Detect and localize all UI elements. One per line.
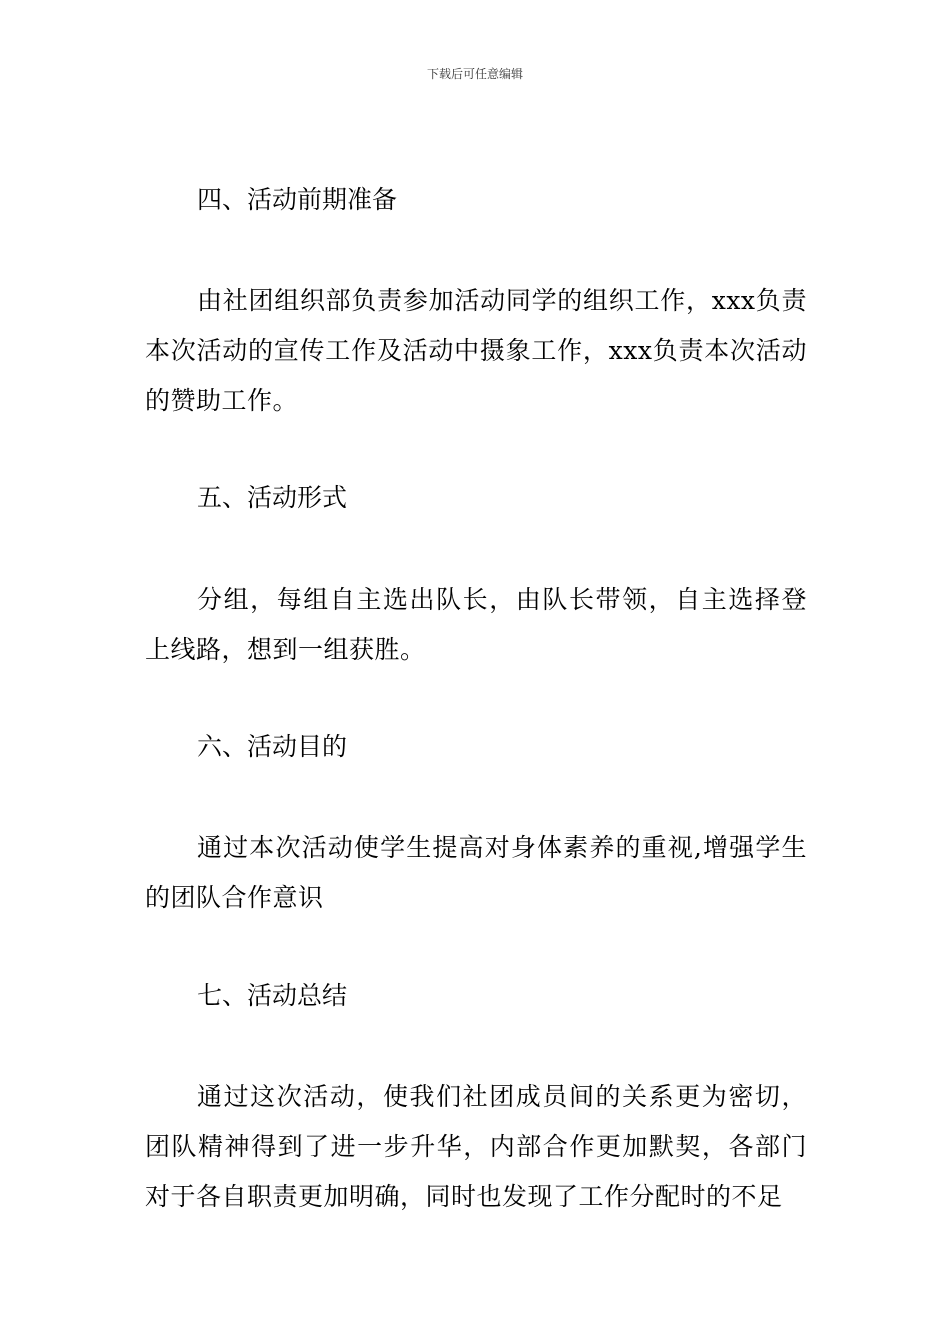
section-heading-format: 五、活动形式	[197, 483, 348, 512]
section-heading-summary: 七、活动总结	[197, 981, 348, 1010]
section-paragraph-purpose: 通过本次活动使学生提高对身体素养的重视,增强学生的团队合作意识	[145, 833, 807, 912]
section-heading-purpose: 六、活动目的	[197, 732, 348, 761]
section-paragraph-preparation: 由社团组织部负责参加活动同学的组织工作，xxx负责本次活动的宣传工作及活动中摄象工作，xxx负责本次活动的赞助工作。	[145, 286, 807, 415]
section-paragraph-format: 分组，每组自主选出队长，由队长带领，自主选择登上线路，想到一组获胜。	[145, 585, 807, 664]
section-paragraph-summary: 通过这次活动，使我们社团成员间的关系更为密切，团队精神得到了进一步升华，内部合作更加默契，各部门对于各自职责更加明确，同时也发现了工作分配时的不足	[145, 1082, 807, 1211]
section-heading-preparation: 四、活动前期准备	[197, 185, 398, 214]
page-header-note: 下载后可任意编辑	[426, 67, 523, 81]
